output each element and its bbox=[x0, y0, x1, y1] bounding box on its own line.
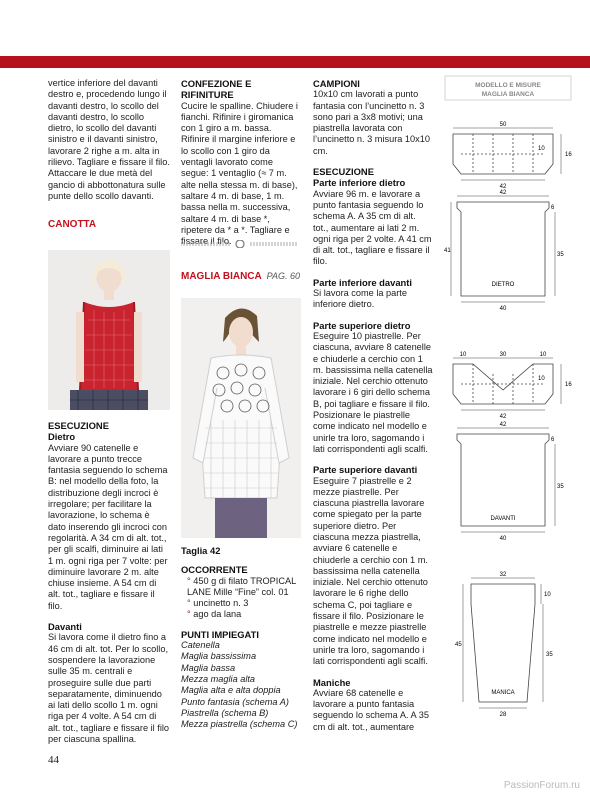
page-number: 44 bbox=[48, 754, 59, 766]
dim-label: 10 bbox=[539, 352, 547, 358]
occorrente-item: ° 450 g di filato TROPICAL LANE Mille “Fine” col. 01 bbox=[187, 575, 296, 597]
pid-text: Avviare 96 m. e lavorare a punto fantasia seguendo lo schema A. A 35 cm di alt. tot., aumentare ai lati 2 m. ogni riga per 2 volte. A 41 cm di alt. tot., tagliare e fissare il filo. bbox=[313, 188, 432, 267]
dim-label: 10 bbox=[538, 376, 545, 382]
dim-label: 45 bbox=[455, 642, 462, 648]
column-1-lower bbox=[48, 420, 170, 745]
dim-label: 10 bbox=[544, 592, 551, 598]
psda-text: Eseguire 7 piastrelle e 2 mezze piastrelle. Per ciascuna piastrella lavorare come spiegato per la parte superiore dietro. Per ciascuna mezza piastrella, avviare 6 catenelle e chiuderle a cerchio con 1 m. bassissima nella catenella iniziale. Nel cerchio ottenuto lavorare le 6 righe dello schema C, poi tagliare e fissare il filo. Posizionare le piastrelle e mezze piastrelle come indicato nel modello e unirle tra loro, sagomando i lati corrispondenti agli scalfi. bbox=[313, 475, 428, 667]
intro-text: vertice inferiore del davanti destro e, procedendo lungo il davanti destro, lo scollo del davanti destro, lo scollo dietro, lo scollo del davanti sinistro e il davanti sinistro, lavorare 2 righe a m. alta in rilievo. Tagliare e fissare il filo. Attaccare le due metà del gancio di abbottonatura sulle punte dello scollo davanti. bbox=[48, 78, 170, 201]
dim-label: 6 bbox=[551, 437, 555, 443]
davanti-text: Si lavora come il dietro fino a 46 cm di alt. tot. Per lo scollo, sospendere la lavorazione sulle 35 m. centrali e proseguire sulle due parti separatamente, diminuendo ai lati dello scollo 1 m. ogni riga per 4 volte. A 54 cm di alt. tot., tagliare e fissare il filo per ciascuna spallina. bbox=[48, 632, 170, 745]
occorrente-item: ° uncinetto n. 3 bbox=[187, 598, 249, 609]
occorrente-heading: OCCORRENTE bbox=[181, 564, 248, 576]
punti-item: Punto fantasia (schema A) bbox=[181, 696, 289, 707]
dim-label: 6 bbox=[551, 205, 555, 211]
confezione-heading: CONFEZIONE E RIFINITURE bbox=[181, 78, 252, 101]
dim-label: 40 bbox=[499, 536, 507, 542]
front-upper-shape bbox=[453, 358, 561, 410]
column-2 bbox=[181, 78, 300, 247]
column-2-lower bbox=[181, 545, 300, 730]
maglia-title-row bbox=[181, 271, 300, 282]
dietro-heading: Dietro bbox=[48, 431, 76, 443]
pattern-diagram bbox=[443, 74, 573, 774]
dim-label: 32 bbox=[499, 572, 507, 578]
davanti-heading: Davanti bbox=[48, 621, 82, 633]
dim-label: 16 bbox=[565, 152, 572, 158]
punti-item: Catenella bbox=[181, 640, 220, 651]
esecuzione-heading: ESECUZIONE bbox=[48, 420, 109, 431]
column-1 bbox=[48, 78, 170, 231]
canotta-photo bbox=[48, 250, 170, 410]
punti-item: Maglia alta e alta doppia bbox=[181, 685, 281, 696]
dim-label: 16 bbox=[565, 382, 572, 388]
psd-text: Eseguire 10 piastrelle. Per ciascuna, avviare 8 catenelle e chiuderle a cerchio con 1 m. bassissima nella catenella iniziale. Nel cerchio ottenuto lavorare i 6 giri dello schema B, poi tagliare e fissare il filo. Posizionare le piastrelle come indicato nel modello e unirle tra loro, sagomando i lati corrispondenti agli scalfi. bbox=[313, 330, 433, 454]
esecuzione-heading-2: ESECUZIONE bbox=[313, 166, 374, 178]
page-reference: PAG. 60 bbox=[266, 271, 300, 281]
dim-label: 28 bbox=[499, 712, 507, 718]
campioni-heading: CAMPIONI bbox=[313, 78, 360, 89]
canotta-title: CANOTTA bbox=[48, 219, 97, 231]
dim-label: 42 bbox=[499, 422, 507, 428]
dim-label: 10 bbox=[459, 352, 467, 358]
dim-label: 50 bbox=[499, 122, 507, 128]
column-3 bbox=[313, 78, 433, 733]
taglia-label: Taglia 42 bbox=[181, 545, 221, 556]
dietro-text: Avviare 90 catenelle e lavorare a punto trecce fantasia seguendo lo schema B: nel modello della foto, la distribuzione degli incroci è irregolare; per facilitare la lavorazione, lo schema è dato inserendo gli incroci con regolarità. A 34 cm di alt. tot., per gli scalfi, diminuire ai lati 1 m. ogni riga per 7 volte: per diminuire lavorare 2 m. alte chiuse insieme. A 54 cm di alt. tot., tagliare e fissare il filo. bbox=[48, 442, 168, 611]
dim-label: 35 bbox=[557, 252, 564, 258]
psda-heading: Parte superiore davanti bbox=[313, 464, 418, 476]
diagram-title-2: MAGLIA BIANCA bbox=[481, 91, 535, 98]
back-upper-shape bbox=[453, 128, 561, 180]
confezione-text: Cucire le spalline. Chiudere i fianchi. Rifinire i giromanica con 1 giro a m. bassa. Rifinire il margine inferiore e lo scollo con 1 giro da ventagli lavorato come segue: 1 ventaglio (≈ 7 m. alte nella stessa m. di base), saltare 4 m. di base, 1 m. bassa nella m. successiva, saltare 4 m. di base *, ripetere da * a *. Tagliare e fissare il filo. bbox=[181, 100, 298, 247]
back-label: DIETRO bbox=[491, 282, 515, 288]
maniche-heading: Maniche bbox=[313, 676, 351, 688]
dim-label: 42 bbox=[499, 184, 507, 190]
sleeve-label: MANICA bbox=[491, 690, 515, 696]
punti-item: Mezza maglia alta bbox=[181, 673, 256, 684]
occorrente-item: ° ago da lana bbox=[187, 609, 242, 620]
maniche-text: Avviare 68 catenelle e lavorare a punto fantasia seguendo lo schema A. A 35 cm di alt. tot., aumentare bbox=[313, 687, 429, 732]
punti-heading: PUNTI IMPIEGATI bbox=[181, 628, 259, 640]
front-label: DAVANTI bbox=[490, 516, 516, 522]
pida-heading: Parte inferiore davanti bbox=[313, 276, 412, 288]
diagram-title-1: MODELLO E MISURE bbox=[475, 82, 541, 89]
punti-item: Maglia bassa bbox=[181, 662, 236, 673]
dim-label: 42 bbox=[499, 190, 507, 196]
dim-label: 40 bbox=[499, 306, 507, 312]
punti-item: Piastrella (schema B) bbox=[181, 707, 269, 718]
pid-heading: Parte inferiore dietro bbox=[313, 177, 406, 189]
dim-label: 41 bbox=[444, 248, 451, 254]
maglia-bianca-title: MAGLIA BIANCA bbox=[181, 271, 262, 282]
punti-item: Mezza piastrella (schema C) bbox=[181, 719, 298, 730]
dim-label: 30 bbox=[499, 352, 507, 358]
occorrente-list bbox=[181, 576, 300, 621]
psd-heading: Parte superiore dietro bbox=[313, 319, 411, 331]
dim-label: 35 bbox=[546, 652, 553, 658]
maglia-bianca-photo bbox=[181, 298, 301, 538]
pida-text: Si lavora come la parte inferiore dietro. bbox=[313, 288, 407, 310]
sleeve-shape bbox=[463, 578, 543, 708]
punti-item: Maglia bassissima bbox=[181, 651, 257, 662]
dim-label: 42 bbox=[499, 414, 507, 420]
watermark: PassionForum.ru bbox=[503, 780, 580, 791]
dim-label: 10 bbox=[538, 146, 545, 152]
decorative-slider bbox=[181, 240, 299, 248]
campioni-text: 10x10 cm lavorati a punto fantasia con l’uncinetto n. 3 sono pari a 3x8 motivi; una piastrella lavorata con l’uncinetto n. 3 misura 10x10 cm. bbox=[313, 89, 430, 156]
dim-label: 35 bbox=[557, 484, 564, 490]
top-red-bar bbox=[0, 56, 590, 68]
punti-list bbox=[181, 640, 300, 730]
